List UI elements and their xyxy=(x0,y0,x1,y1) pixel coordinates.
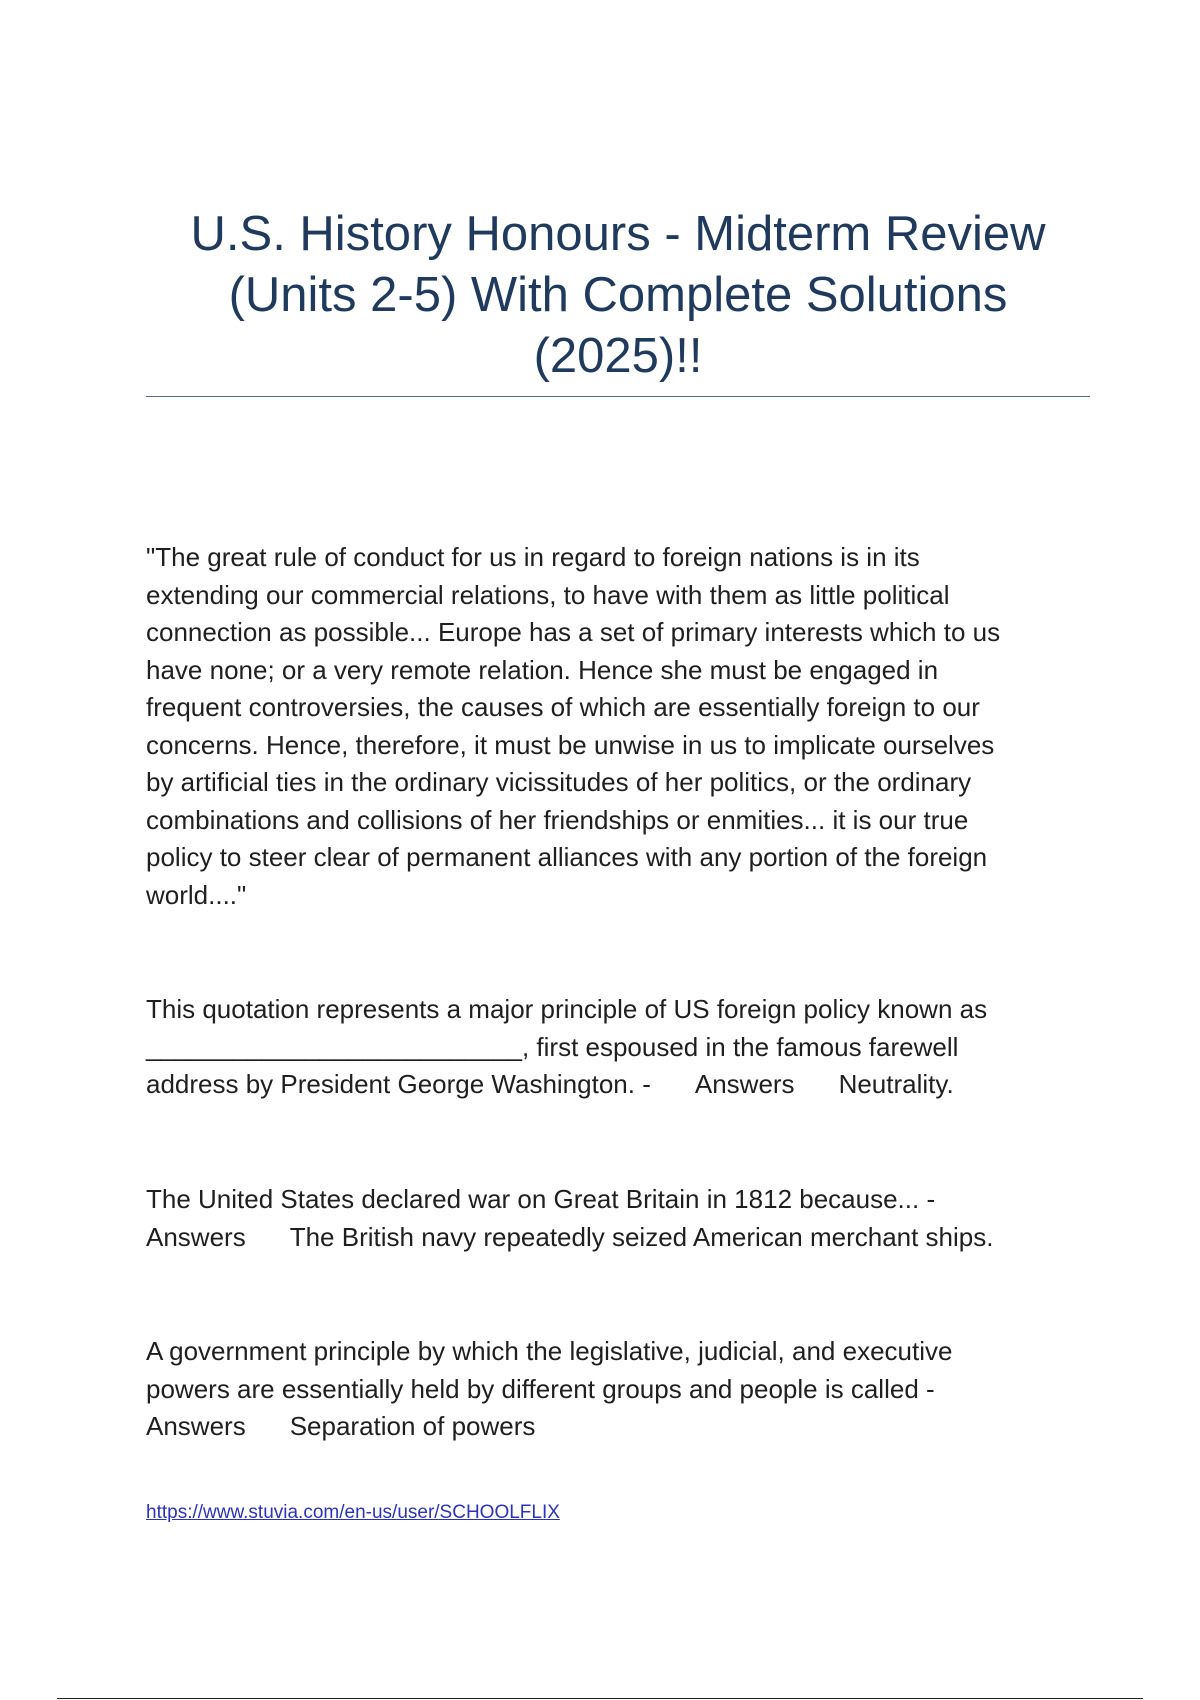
title-underline xyxy=(146,396,1090,397)
footer-divider xyxy=(57,1698,1143,1699)
answer-label: Answers xyxy=(146,1411,246,1441)
quote-line: connection as possible... Europe has a set of primary interests which to us xyxy=(146,617,1001,647)
quote-line: have none; or a very remote relation. Hence she must be engaged in xyxy=(146,654,939,685)
question-2 xyxy=(146,1181,1090,1256)
answer-text: The British navy repeatedly seized American merchant ships. xyxy=(289,1221,994,1252)
washington-quote xyxy=(146,539,1090,914)
title-line-3: (2025)!! xyxy=(533,329,703,383)
question-3 xyxy=(146,1333,1090,1446)
title-line-1: U.S. History Honours - Midterm Review xyxy=(190,207,1046,261)
question-3-line: A government principle by which the legislative, judicial, and executive xyxy=(146,1336,953,1366)
document-title xyxy=(146,204,1090,387)
question-1-line: address by President George Washington. - xyxy=(146,1069,651,1099)
source-link[interactable]: https://www.stuvia.com/en-us/user/SCHOOLFLIX xyxy=(146,1502,560,1523)
answer-label: Answers xyxy=(146,1221,246,1252)
quote-line: concerns. Hence, therefore, it must be unwise in us to implicate ourselves xyxy=(146,729,995,760)
quote-line: by artificial ties in the ordinary vicissitudes of her politics, or the ordinary xyxy=(146,767,972,797)
quote-line: frequent controversies, the causes of which are essentially foreign to our xyxy=(146,692,980,722)
answer-text: Neutrality. xyxy=(838,1069,954,1099)
question-1 xyxy=(146,991,1090,1104)
quote-line: "The great rule of conduct for us in regard to foreign nations is in its xyxy=(146,542,920,572)
question-2-line: The United States declared war on Great Britain in 1812 because... - xyxy=(146,1184,936,1214)
question-1-line: __________________________, first espoused in the famous farewell xyxy=(146,1031,959,1062)
answer-text: Separation of powers xyxy=(289,1411,536,1441)
quote-line: extending our commercial relations, to have with them as little political xyxy=(146,579,950,610)
question-3-line: powers are essentially held by different groups and people is called - xyxy=(146,1373,935,1404)
quote-line: world...." xyxy=(146,879,247,910)
answer-label: Answers xyxy=(694,1069,795,1099)
title-line-2: (Units 2-5) With Complete Solutions xyxy=(228,268,1008,322)
quote-line: policy to steer clear of permanent alliances with any portion of the foreign xyxy=(146,842,988,872)
quote-line: combinations and collisions of her friendships or enmities... it is our true xyxy=(146,804,969,835)
question-1-line: This quotation represents a major principle of US foreign policy known as xyxy=(146,994,988,1024)
